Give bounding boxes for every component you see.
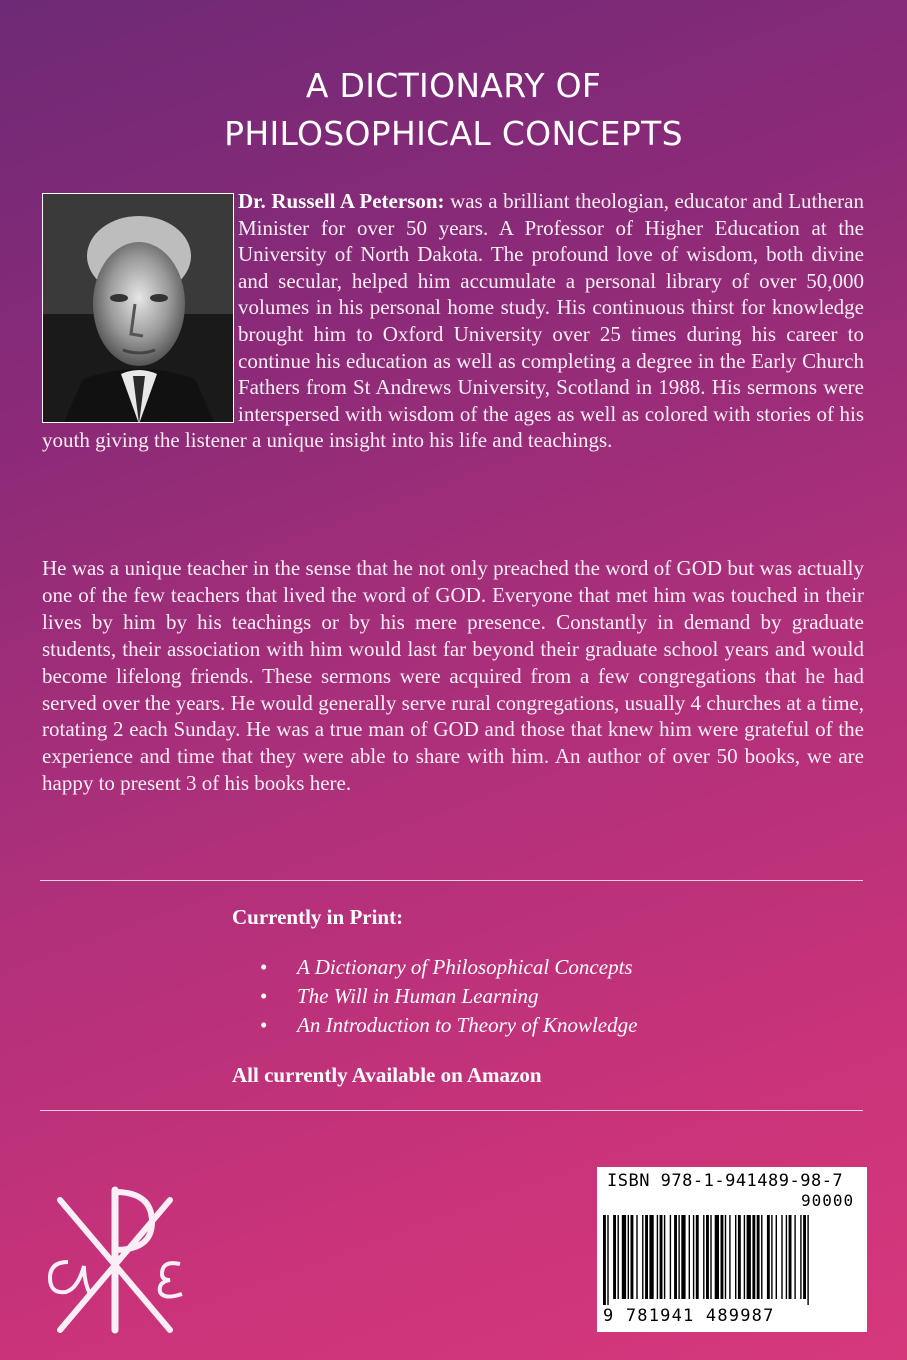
barcode-bar xyxy=(678,1215,679,1299)
barcode-bar xyxy=(744,1215,745,1299)
barcode-bar xyxy=(636,1215,637,1299)
isbn-barcode xyxy=(597,1167,867,1332)
barcode-bar xyxy=(786,1215,787,1299)
barcode-bar xyxy=(664,1215,665,1299)
barcode-bar xyxy=(721,1215,724,1299)
author-name: Dr. Russell A Peterson: xyxy=(238,189,445,213)
barcode-bar xyxy=(657,1215,658,1299)
barcode-bar xyxy=(689,1215,690,1299)
barcode-bar xyxy=(794,1215,795,1299)
barcode-bar xyxy=(781,1215,782,1299)
book-title-line-1: A DICTIONARY OF xyxy=(305,66,602,105)
barcode-bar xyxy=(645,1215,648,1299)
barcode-addon: 90000 xyxy=(801,1191,855,1210)
barcode-bar xyxy=(771,1215,772,1299)
barcode-bar xyxy=(789,1215,792,1299)
book-list-item: • The Will in Human Learning xyxy=(260,982,637,1011)
barcode-bar xyxy=(660,1215,663,1299)
barcode-bar xyxy=(757,1215,760,1299)
barcode-bar xyxy=(761,1215,762,1299)
barcode-bar xyxy=(649,1215,653,1299)
divider-bottom xyxy=(40,1110,863,1111)
book-title xyxy=(0,62,907,158)
barcode-bar xyxy=(776,1215,777,1299)
author-bio-text-1: was a brilliant theologian, educator and Lutheran Minister for over 50 years. A Professor of Higher Education at the University of North Dakota. The profound love of wisdom, both divine and secular, helped him accumulate a personal library of over 50,000 volumes in his personal home study. His continuous thirst for knowledge brought him to Oxford University over 25 times during his career to continue his education as well as completing a degree in the Early Church Fathers from St Andrews University, Scotland in 1988. His sermons were interspersed with wisdom of the ages as well as colored with stories of his youth giving the listener a unique insight into his life and teachings. xyxy=(42,189,864,453)
barcode-bar xyxy=(631,1215,634,1299)
author-bio-paragraph-1 xyxy=(42,188,864,454)
barcode-bar xyxy=(747,1215,751,1299)
barcode-bar xyxy=(767,1215,770,1299)
barcode-bar xyxy=(803,1215,806,1299)
bullet-icon: • xyxy=(260,955,268,979)
isbn-text: ISBN 978-1-941489-98-7 xyxy=(607,1171,844,1191)
bullet-icon: • xyxy=(260,984,268,1008)
book-list-item: • An Introduction to Theory of Knowledge xyxy=(260,1011,637,1040)
barcode-bar xyxy=(622,1215,626,1299)
bullet-icon: • xyxy=(260,1013,268,1037)
barcode-bar xyxy=(800,1215,801,1299)
availability-note: All currently Available on Amazon xyxy=(232,1063,542,1087)
barcode-bar xyxy=(603,1215,606,1305)
barcode-bar xyxy=(738,1215,741,1299)
barcode-bar xyxy=(752,1215,755,1299)
barcode-bar xyxy=(725,1215,726,1299)
barcode-bar xyxy=(642,1215,643,1299)
divider-top xyxy=(40,880,863,881)
barcode-bar xyxy=(715,1215,719,1299)
barcode-bar xyxy=(628,1215,629,1299)
barcode-bar xyxy=(674,1215,677,1299)
barcode-bars xyxy=(603,1215,861,1305)
in-print-heading: Currently in Print: xyxy=(232,905,404,929)
barcode-bar xyxy=(618,1215,619,1299)
barcode-bar xyxy=(681,1215,685,1299)
book-list xyxy=(260,953,637,1040)
chi-rho-alpha-omega-logo xyxy=(40,1170,190,1340)
barcode-bar xyxy=(693,1215,694,1299)
barcode-bar xyxy=(807,1215,808,1305)
barcode-bar xyxy=(670,1215,671,1299)
barcode-bar xyxy=(703,1215,704,1299)
book-title-line-2: PHILOSOPHICAL CONCEPTS xyxy=(224,114,683,153)
barcode-bar xyxy=(706,1215,709,1299)
barcode-bar xyxy=(613,1215,616,1299)
barcode-bar xyxy=(729,1215,730,1299)
barcode-bar xyxy=(735,1215,736,1299)
barcode-bar xyxy=(710,1215,711,1299)
barcode-bar xyxy=(607,1215,608,1305)
author-bio-paragraph-2: He was a unique teacher in the sense that he not only preached the word of GOD but was actually one of the few teachers that lived the word of GOD. Everyone that met him was touched in their lives by him by his teachings or by his mere presence. Constantly in demand by graduate students, their association with him would last far beyond their graduate school years and would become lifelong friends. These sermons were acquired from a few congregations that he had served over the years. He would generally serve rural congregations, usually 4 churches at a time, rotating 2 each Sunday. He was a true man of GOD and those that knew him were grateful of the experience and time that they were able to share with him. An author of over 50 books, we are happy to present 3 of his books here. xyxy=(42,556,864,796)
ean-digits: 9 781941 489987 xyxy=(603,1306,775,1326)
book-list-item: • A Dictionary of Philosophical Concepts xyxy=(260,953,637,982)
barcode-bar xyxy=(696,1215,699,1299)
